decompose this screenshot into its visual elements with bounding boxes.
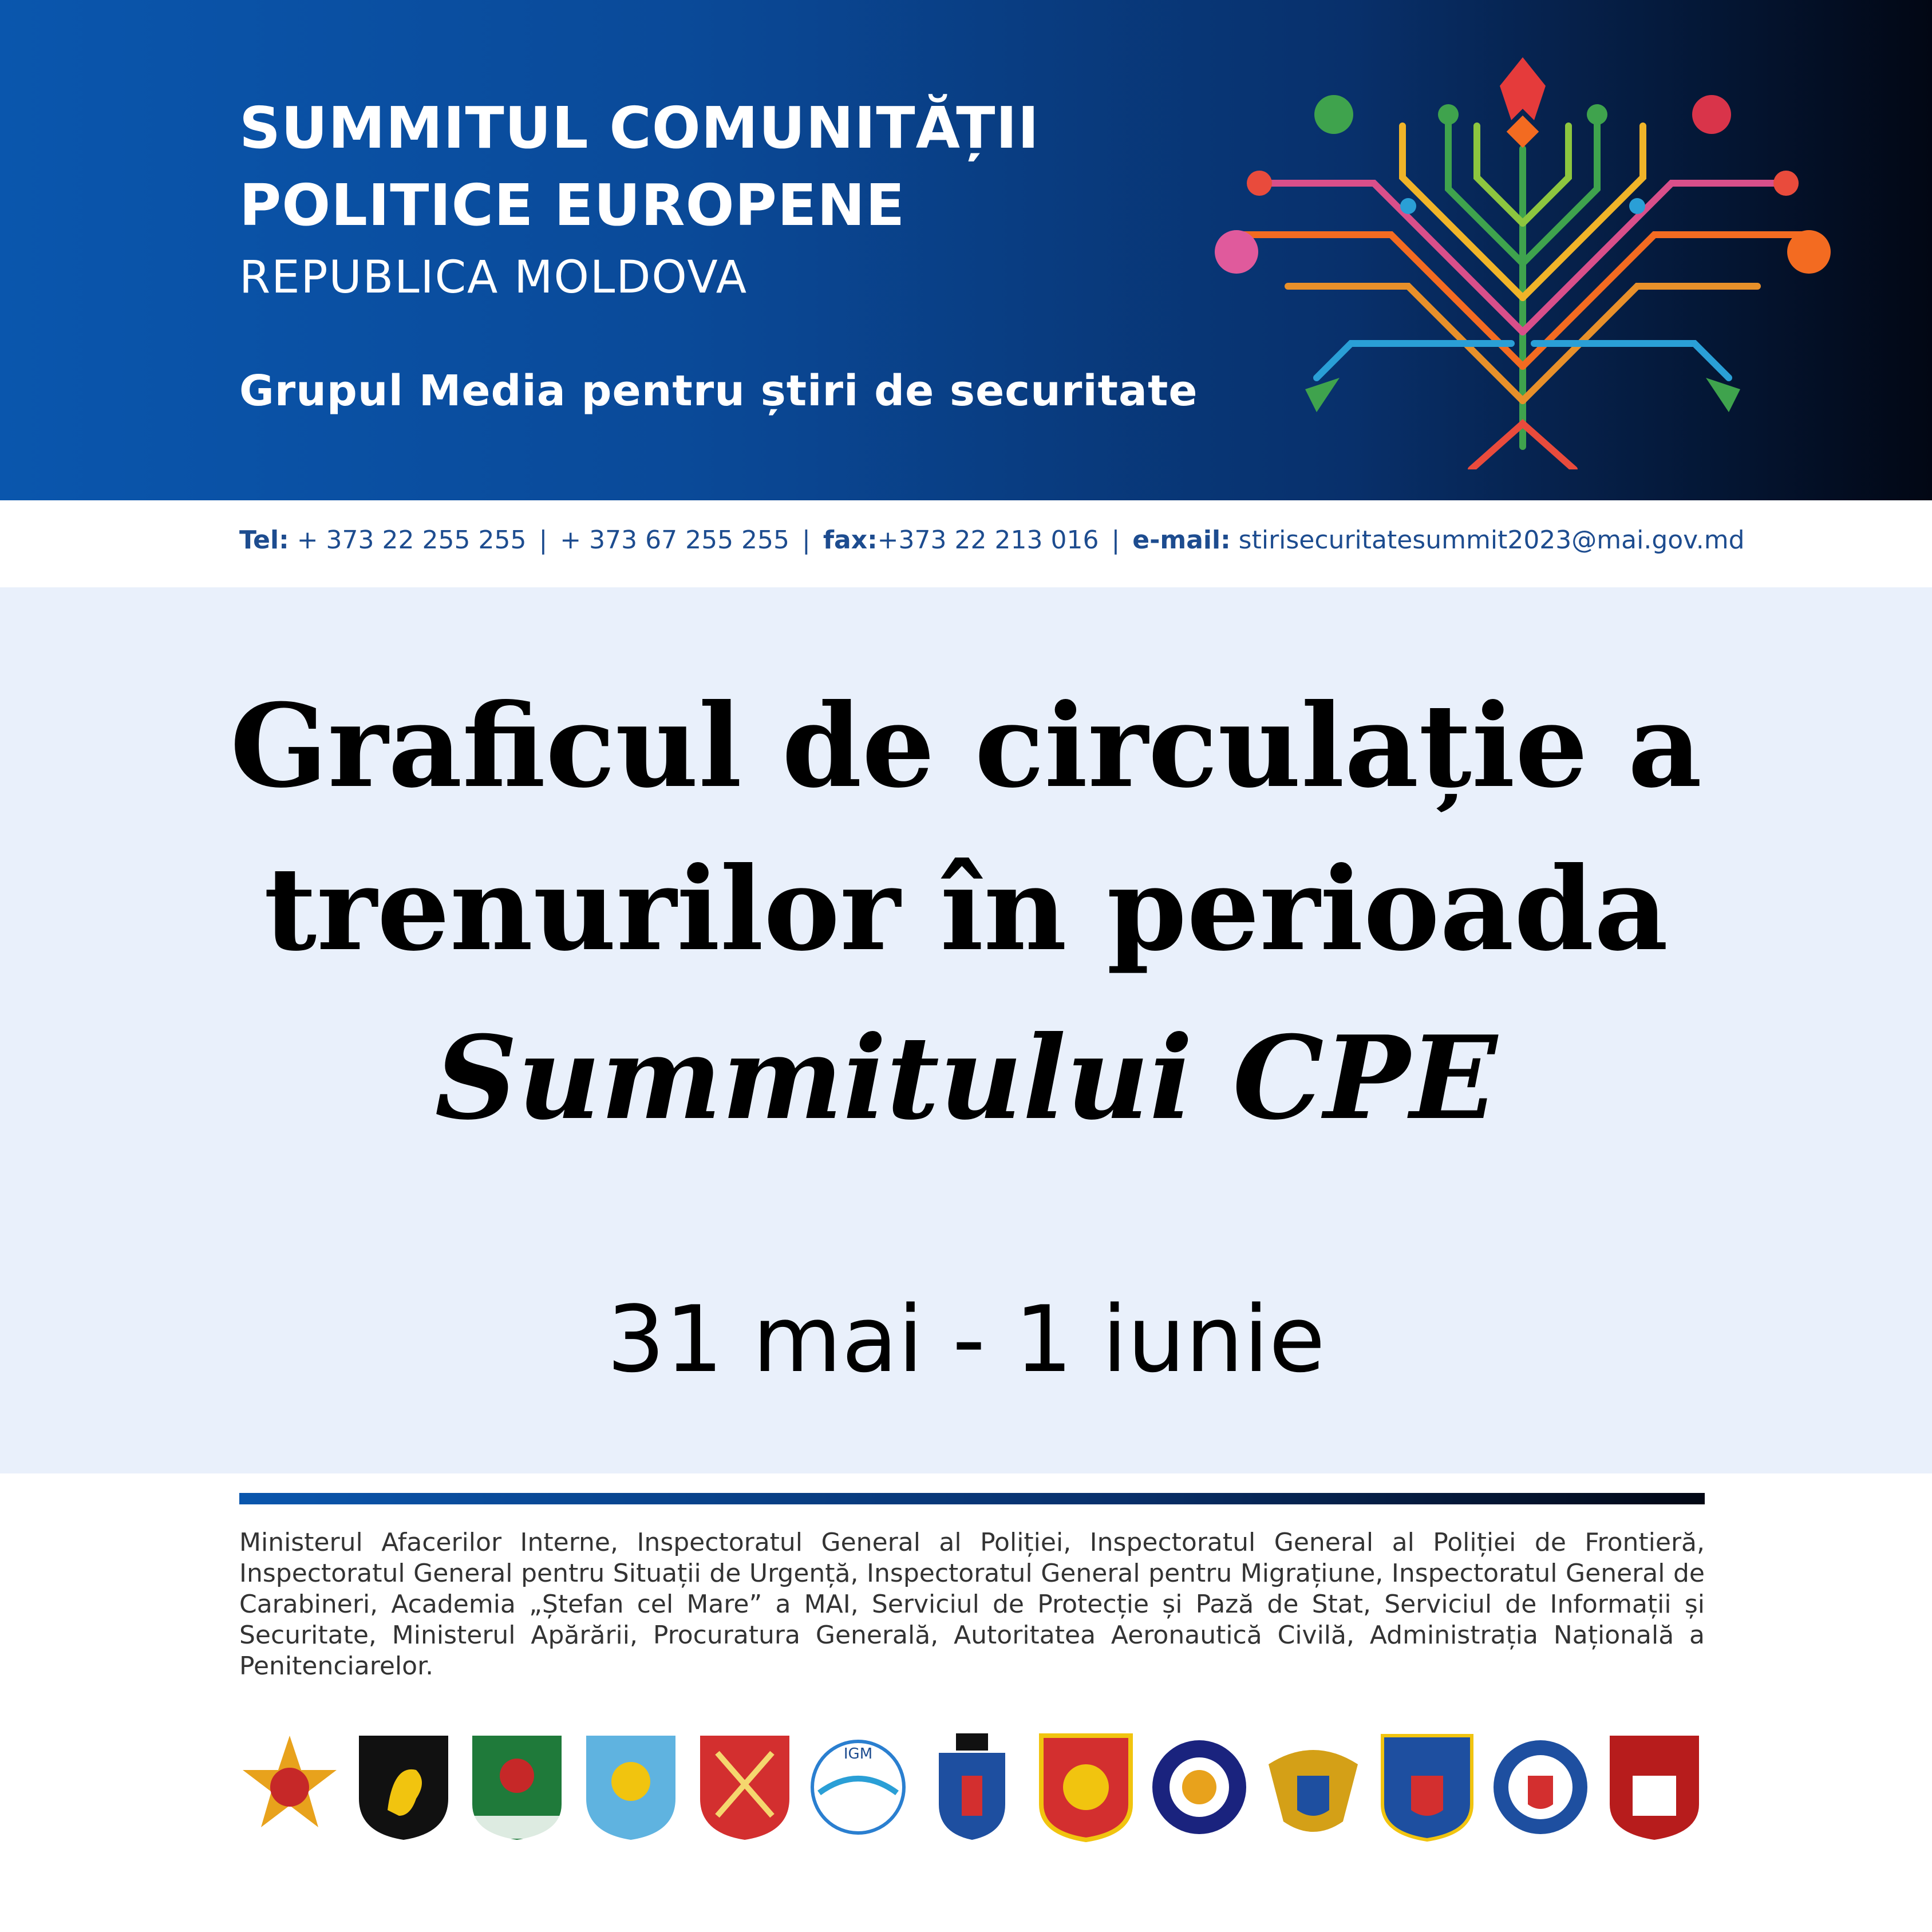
academy-shield-icon	[922, 1730, 1022, 1842]
separator: |	[1111, 526, 1120, 555]
summit-title-line2: POLITICE EUROPENE	[239, 172, 906, 239]
star-emblem-icon	[239, 1730, 340, 1842]
fax-number: +373 22 213 016	[877, 526, 1099, 555]
email-label: e-mail:	[1132, 526, 1231, 555]
fortress-shield-icon	[1604, 1730, 1705, 1842]
emblem-row	[239, 1729, 1705, 1843]
fax-label: fax:	[823, 526, 878, 555]
headline-line2: trenurilor în perioada	[263, 842, 1669, 977]
headline-line3: Summitului CPE	[434, 1011, 1498, 1145]
summit-title-line1: SUMMITUL COMUNITĂȚII	[239, 94, 1040, 161]
blue-eagle-shield-icon	[1377, 1730, 1477, 1842]
red-shield-icon	[694, 1730, 795, 1842]
main-panel	[0, 587, 1932, 1473]
event-dates: 31 mai - 1 iunie	[606, 1286, 1326, 1393]
header-banner	[0, 0, 1932, 500]
institutions-list: Ministerul Afacerilor Interne, Inspectoratul General al Poliției, Inspectoratul General al Poliției de Frontieră, Inspectoratul General pentru Situații de Urgență, Inspectoratul General pentru Migrațiune, Inspectoratul General de Carabineri, Academia „Ștefan cel Mare” a MAI, Serviciul de Protecție și Pază de Stat, Serviciul de Informații și Securitate, Ministerul Apărării, Procuratura Generală, Autoritatea Aeronautică Civilă, Administrația Națională a Penitenciarelor.	[239, 1528, 1705, 1681]
blue-shield-icon	[580, 1730, 681, 1842]
media-group-label: Grupul Media pentru știri de securitate	[239, 366, 1198, 416]
contact-line	[239, 526, 1745, 555]
eagle-emblem-icon	[1263, 1730, 1364, 1842]
footer-divider	[239, 1493, 1705, 1504]
headline-line1: Graficul de circulație a	[230, 679, 1702, 813]
igm-text: IGM	[844, 1745, 873, 1763]
contact-bar	[0, 500, 1932, 587]
folk-tree-logo-icon	[1202, 34, 1832, 469]
green-shield-icon	[467, 1730, 567, 1842]
tel-number-1[interactable]: + 373 22 255 255	[297, 526, 527, 555]
email-link[interactable]: stirisecuritatesummit2023@mai.gov.md	[1238, 526, 1745, 555]
round-seal-icon	[1149, 1730, 1250, 1842]
country-name: REPUBLICA MOLDOVA	[239, 252, 748, 303]
separator: |	[802, 526, 811, 555]
lion-shield-icon	[353, 1730, 454, 1842]
tel-number-2[interactable]: + 373 67 255 255	[560, 526, 790, 555]
igm-globe-icon	[808, 1730, 908, 1842]
aviation-seal-icon	[1490, 1730, 1591, 1842]
bear-shield-icon	[1036, 1730, 1136, 1842]
separator: |	[539, 526, 548, 555]
tel-label: Tel:	[239, 526, 289, 555]
